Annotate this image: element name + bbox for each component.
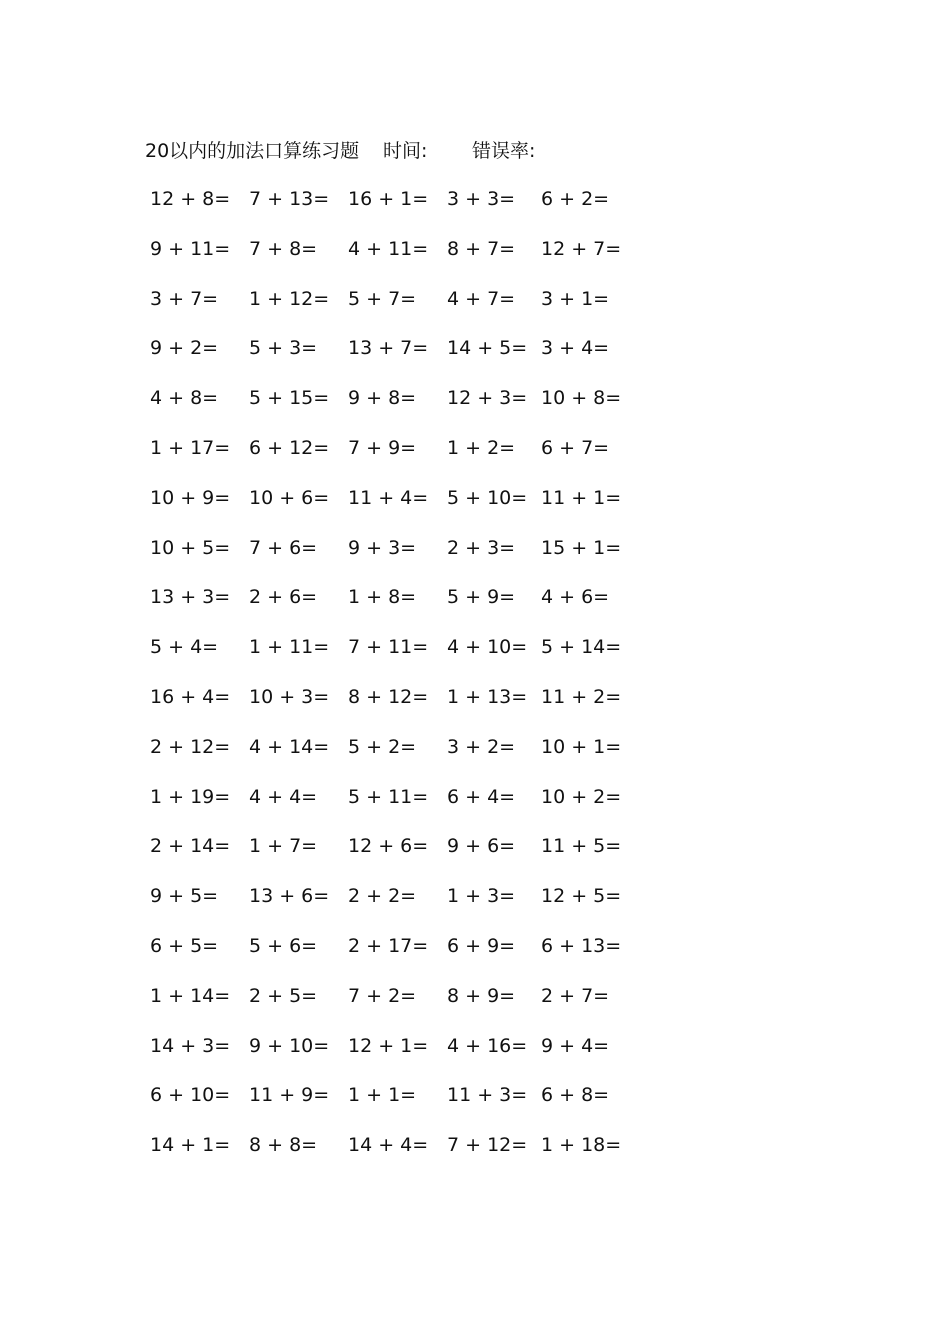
problem-row xyxy=(0,383,950,413)
problem-cell: 1 + 8= xyxy=(348,586,417,609)
problem-cell: 7 + 13= xyxy=(249,188,330,210)
problem-cell: 9 + 5= xyxy=(150,885,219,908)
problem-cell: 3 + 1= xyxy=(541,287,610,310)
problem-cell: 11 + 5= xyxy=(541,835,622,858)
problem-cell: 10 + 5= xyxy=(150,536,231,559)
problem-row xyxy=(0,533,950,563)
problem-cell: 1 + 18= xyxy=(541,1134,622,1157)
problem-cell: 7 + 11= xyxy=(348,636,429,659)
problem-cell: 4 + 8= xyxy=(150,387,219,410)
problem-cell: 9 + 2= xyxy=(150,337,219,360)
problem-cell: 6 + 7= xyxy=(541,437,610,459)
problem-cell: 2 + 2= xyxy=(348,885,417,908)
problem-cell: 7 + 12= xyxy=(447,1134,528,1157)
problem-cell: 3 + 3= xyxy=(447,188,516,210)
time-label: 时间: xyxy=(383,140,428,162)
problem-cell: 10 + 1= xyxy=(541,735,622,758)
problem-row xyxy=(0,234,950,264)
problem-cell: 5 + 11= xyxy=(348,785,429,808)
problem-row xyxy=(0,1080,950,1110)
problem-row xyxy=(0,284,950,314)
problem-cell: 6 + 5= xyxy=(150,935,219,957)
problem-cell: 5 + 10= xyxy=(447,486,528,509)
problem-cell: 2 + 17= xyxy=(348,935,429,957)
problem-cell: 6 + 10= xyxy=(150,1084,231,1107)
problem-cell: 1 + 7= xyxy=(249,835,318,858)
problem-cell: 14 + 5= xyxy=(447,337,528,360)
problem-cell: 5 + 15= xyxy=(249,387,330,410)
problem-cell: 4 + 10= xyxy=(447,636,528,659)
problem-row xyxy=(0,632,950,662)
problem-cell: 7 + 6= xyxy=(249,536,318,559)
problem-cell: 12 + 5= xyxy=(541,885,622,908)
problem-cell: 4 + 16= xyxy=(447,1034,528,1057)
problem-cell: 6 + 2= xyxy=(541,188,610,210)
problem-cell: 13 + 7= xyxy=(348,337,429,360)
problem-cell: 12 + 6= xyxy=(348,835,429,858)
worksheet-title: 20以内的加法口算练习题 xyxy=(145,140,360,162)
problem-cell: 7 + 2= xyxy=(348,984,417,1007)
problem-cell: 11 + 3= xyxy=(447,1084,528,1107)
problem-row xyxy=(0,433,950,463)
problem-cell: 1 + 17= xyxy=(150,437,231,459)
problem-cell: 4 + 11= xyxy=(348,237,429,260)
problem-cell: 8 + 9= xyxy=(447,984,516,1007)
problem-cell: 1 + 13= xyxy=(447,686,528,708)
problem-cell: 10 + 8= xyxy=(541,387,622,410)
problem-cell: 2 + 6= xyxy=(249,586,318,609)
problem-cell: 5 + 4= xyxy=(150,636,219,659)
problem-cell: 12 + 8= xyxy=(150,188,231,210)
problem-cell: 14 + 3= xyxy=(150,1034,231,1057)
problem-cell: 13 + 3= xyxy=(150,586,231,609)
problem-cell: 1 + 12= xyxy=(249,287,330,310)
problem-cell: 2 + 3= xyxy=(447,536,516,559)
problem-cell: 2 + 5= xyxy=(249,984,318,1007)
problem-cell: 10 + 9= xyxy=(150,486,231,509)
problem-cell: 4 + 4= xyxy=(249,785,318,808)
problem-cell: 5 + 7= xyxy=(348,287,417,310)
problem-cell: 5 + 6= xyxy=(249,935,318,957)
problem-cell: 1 + 14= xyxy=(150,984,231,1007)
problem-cell: 12 + 1= xyxy=(348,1034,429,1057)
problem-cell: 6 + 8= xyxy=(541,1084,610,1107)
problem-cell: 6 + 9= xyxy=(447,935,516,957)
problem-cell: 15 + 1= xyxy=(541,536,622,559)
problem-cell: 4 + 7= xyxy=(447,287,516,310)
error-rate-label: 错误率: xyxy=(472,140,536,162)
problem-cell: 4 + 14= xyxy=(249,735,330,758)
problem-cell: 14 + 4= xyxy=(348,1134,429,1157)
problem-cell: 4 + 6= xyxy=(541,586,610,609)
problem-row xyxy=(0,881,950,911)
problem-cell: 9 + 8= xyxy=(348,387,417,410)
problem-cell: 8 + 7= xyxy=(447,237,516,260)
problem-cell: 1 + 3= xyxy=(447,885,516,908)
problem-row xyxy=(0,782,950,812)
problem-cell: 10 + 3= xyxy=(249,686,330,708)
problem-cell: 8 + 8= xyxy=(249,1134,318,1157)
problem-row xyxy=(0,184,950,214)
problem-cell: 5 + 2= xyxy=(348,735,417,758)
problem-cell: 6 + 12= xyxy=(249,437,330,459)
problem-row xyxy=(0,682,950,712)
problem-cell: 16 + 1= xyxy=(348,188,429,210)
problem-cell: 1 + 11= xyxy=(249,636,330,659)
problem-cell: 13 + 6= xyxy=(249,885,330,908)
problem-cell: 2 + 12= xyxy=(150,735,231,758)
problem-row xyxy=(0,931,950,961)
problem-cell: 3 + 2= xyxy=(447,735,516,758)
problem-row xyxy=(0,483,950,513)
problem-cell: 9 + 3= xyxy=(348,536,417,559)
problem-row xyxy=(0,831,950,861)
problem-cell: 5 + 14= xyxy=(541,636,622,659)
problem-cell: 6 + 13= xyxy=(541,935,622,957)
problem-row xyxy=(0,1130,950,1160)
problem-cell: 7 + 8= xyxy=(249,237,318,260)
problem-cell: 10 + 2= xyxy=(541,785,622,808)
problem-cell: 7 + 9= xyxy=(348,437,417,459)
problem-cell: 10 + 6= xyxy=(249,486,330,509)
problem-cell: 14 + 1= xyxy=(150,1134,231,1157)
problem-cell: 16 + 4= xyxy=(150,686,231,708)
problem-cell: 2 + 14= xyxy=(150,835,231,858)
problem-cell: 11 + 2= xyxy=(541,686,622,708)
problem-cell: 12 + 3= xyxy=(447,387,528,410)
problem-cell: 1 + 19= xyxy=(150,785,231,808)
problem-cell: 9 + 6= xyxy=(447,835,516,858)
problem-cell: 12 + 7= xyxy=(541,237,622,260)
problem-cell: 1 + 1= xyxy=(348,1084,417,1107)
problem-cell: 1 + 2= xyxy=(447,437,516,459)
problem-row xyxy=(0,582,950,612)
problem-cell: 11 + 9= xyxy=(249,1084,330,1107)
problem-cell: 11 + 4= xyxy=(348,486,429,509)
problem-cell: 9 + 11= xyxy=(150,237,231,260)
problem-cell: 5 + 9= xyxy=(447,586,516,609)
problem-cell: 5 + 3= xyxy=(249,337,318,360)
problem-cell: 9 + 10= xyxy=(249,1034,330,1057)
problem-cell: 11 + 1= xyxy=(541,486,622,509)
problem-row xyxy=(0,981,950,1011)
problem-row xyxy=(0,333,950,363)
problem-cell: 3 + 7= xyxy=(150,287,219,310)
problem-cell: 6 + 4= xyxy=(447,785,516,808)
problem-cell: 3 + 4= xyxy=(541,337,610,360)
problem-cell: 8 + 12= xyxy=(348,686,429,708)
problem-row xyxy=(0,732,950,762)
problem-cell: 2 + 7= xyxy=(541,984,610,1007)
problem-cell: 9 + 4= xyxy=(541,1034,610,1057)
problem-row xyxy=(0,1031,950,1061)
